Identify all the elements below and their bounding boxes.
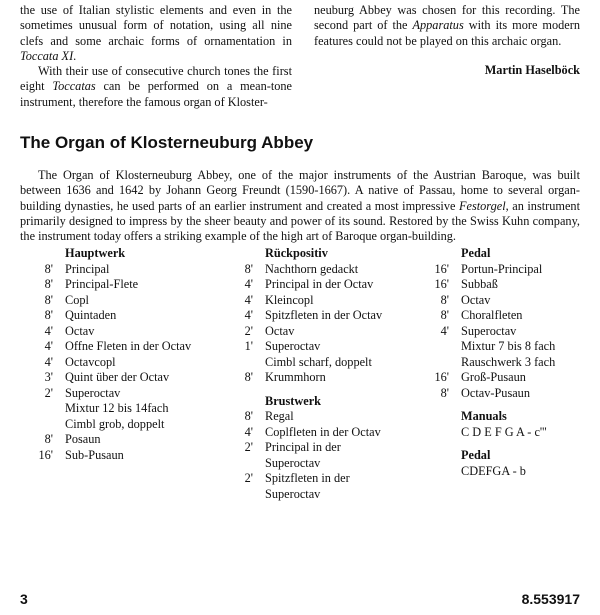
stop-name: Principal [65, 261, 110, 276]
stop-name: Posaun [65, 432, 101, 446]
stop-footage [236, 456, 265, 472]
stop-name: Octav-Pusaun [461, 385, 530, 400]
stop-name: Choralfleten [461, 308, 523, 322]
stop-name: Offne Fleten in der Octav [65, 339, 192, 353]
stop-name: Quintaden [65, 308, 117, 322]
stop-name: Mixtur 7 bis 8 fach [461, 339, 556, 353]
right-text-column [314, 3, 580, 78]
hauptwerk-stop-row [36, 262, 226, 278]
stop-footage: 8' [44, 308, 53, 322]
pedal-heading: Pedal [461, 246, 491, 260]
pedal-stop-row [432, 370, 592, 386]
manuals-range-row [432, 425, 592, 441]
pedal-heading-row [432, 246, 592, 262]
stop-footage [36, 417, 65, 433]
stop-footage: 8' [244, 409, 253, 423]
stop-footage: 16' [38, 447, 53, 462]
rueckpositiv-stop-row [236, 370, 426, 386]
hauptwerk-stop-row [36, 386, 226, 402]
rueckpositiv-stop-row [236, 262, 426, 278]
stop-name: Rauschwerk 3 fach [461, 354, 556, 369]
catalog-number: 8.553917 [521, 591, 580, 607]
hauptwerk-stop-row [36, 293, 226, 309]
stop-footage: 2' [244, 440, 253, 454]
rueckpositiv-stop-row [236, 293, 426, 309]
section-heading: The Organ of Klosterneuburg Abbey [20, 133, 314, 152]
stop-name: Quint über der Octav [65, 370, 170, 384]
hauptwerk-column [36, 246, 226, 463]
manuals-heading: Manuals [461, 409, 507, 423]
stop-footage: 4' [244, 424, 253, 439]
pedal-stop-row [432, 324, 592, 340]
brustwerk-heading: Brustwerk [265, 393, 322, 408]
organ-intro-paragraph: The Organ of Klosterneuburg Abbey, one of the major instruments of the Austrian Baroque, was built between 1636 and 1642 by Johann Georg Freundt (1590-1667). A native of Passau, home to several organ-building dynasties, he used parts of an earlier instrument and created a most impressive Festorgel, an instrument primarily designed to impress by the sheer beauty and power of its sound. Restored by the Swiss Kuhn company, the instrument today offers a striking example of the high art of Baroque organ-building. [20, 168, 580, 244]
hauptwerk-stop-row [36, 370, 226, 386]
stop-name: Principal-Flete [65, 277, 139, 291]
stop-name: Regal [265, 409, 294, 423]
stop-name: Octav [265, 323, 295, 338]
pedal-compass-heading-row [432, 448, 592, 464]
stop-name: Superoctav [265, 455, 321, 470]
stop-footage: 1' [244, 339, 253, 353]
stop-name: Spitzfleten in der Octav [265, 308, 383, 322]
pedal-column [432, 246, 592, 479]
brustwerk-stop-row [236, 425, 426, 441]
stop-footage: 8' [440, 292, 449, 307]
stop-footage: 8' [440, 385, 449, 400]
rueckpositiv-stop-row [236, 308, 426, 324]
pedal-compass-heading: Pedal [461, 448, 491, 462]
stop-footage [432, 339, 461, 355]
pedal-stop-row [432, 293, 592, 309]
hauptwerk-stop-row [36, 448, 226, 464]
hauptwerk-stop-row [36, 401, 226, 417]
stop-name: Superoctav [265, 339, 321, 353]
brustwerk-stop-row [236, 471, 426, 487]
hauptwerk-heading-row [36, 246, 226, 262]
stop-name: Superoctav [461, 323, 517, 338]
stop-footage: 4' [44, 323, 53, 338]
page-number: 3 [20, 591, 28, 607]
stop-footage: 2' [244, 471, 253, 485]
pedal-stop-row [432, 386, 592, 402]
stop-name: Copl [65, 292, 89, 307]
stop-footage: 4' [244, 277, 253, 291]
right-paragraph-1: neuburg Abbey was chosen for this recording. The second part of the Apparatus with its more modern features could not be played on this archaic organ. [314, 3, 580, 48]
rueckpositiv-stop-row [236, 324, 426, 340]
hauptwerk-stop-row [36, 355, 226, 371]
rueckpositiv-heading: Rückpositiv [265, 246, 328, 260]
pedal-stop-list [432, 262, 592, 402]
rueckpositiv-stop-row [236, 355, 426, 371]
rueckpositiv-column [236, 246, 426, 502]
brustwerk-stop-row [236, 409, 426, 425]
stop-footage: 4' [44, 354, 53, 369]
hauptwerk-stop-list [36, 262, 226, 464]
stop-name: Octavcopl [65, 354, 116, 369]
stop-footage: 8' [44, 292, 53, 307]
stop-footage: 4' [244, 292, 253, 307]
pedal-stop-row [432, 339, 592, 355]
left-paragraph-1: the use of Italian stylistic elements and even in the sometimes unusual form of notation, using all nine clefs and some archaic forms of ornamentation in Toccata XI. [20, 3, 292, 63]
stop-footage: 8' [44, 277, 53, 291]
hauptwerk-stop-row [36, 417, 226, 433]
rueckpositiv-stop-row [236, 339, 426, 355]
brustwerk-stop-row [236, 440, 426, 456]
stop-footage: 8' [44, 432, 53, 446]
stop-name: Octav [65, 323, 95, 338]
stop-name: Mixtur 12 bis 14fach [65, 401, 169, 415]
manuals-heading-row [432, 409, 592, 425]
stop-footage: 8' [244, 370, 253, 384]
hauptwerk-heading: Hauptwerk [65, 246, 126, 260]
hauptwerk-stop-row [36, 339, 226, 355]
hauptwerk-stop-row [36, 432, 226, 448]
pedal-range-row [432, 464, 592, 480]
stop-name: Groß-Pusaun [461, 370, 526, 384]
stop-name: Cimbl scharf, doppelt [265, 354, 372, 369]
hauptwerk-stop-row [36, 324, 226, 340]
stop-footage: 4' [440, 323, 449, 338]
brustwerk-stop-row [236, 487, 426, 503]
pedal-stop-row [432, 308, 592, 324]
brustwerk-stop-row [236, 456, 426, 472]
rueckpositiv-heading-row [236, 246, 426, 262]
pedal-range: CDEFGA - b [461, 463, 526, 478]
pedal-stop-row [432, 277, 592, 293]
stop-footage [36, 401, 65, 417]
stop-name: Superoctav [65, 385, 121, 400]
stop-name: Octav [461, 292, 491, 307]
rueckpositiv-stop-list [236, 262, 426, 386]
stop-footage: 16' [434, 370, 449, 384]
left-paragraph-2: With their use of consecutive church tones the first eight Toccatas can be performed on a mean-tone instrument, therefore the famous organ of Kloster- [20, 64, 292, 109]
pedal-stop-row [432, 262, 592, 278]
manuals-range: C D E F G A - c''' [461, 424, 547, 439]
stop-name: Portun-Principal [461, 261, 543, 276]
stop-name: Spitzfleten in der [265, 471, 350, 485]
stop-name: Cimbl grob, doppelt [65, 416, 165, 431]
stop-name: Superoctav [265, 486, 321, 501]
stop-footage: 8' [44, 261, 53, 276]
rueckpositiv-stop-row [236, 277, 426, 293]
stop-name: Principal in der Octav [265, 277, 374, 291]
stop-footage [236, 487, 265, 503]
hauptwerk-stop-row [36, 308, 226, 324]
stop-footage: 16' [434, 261, 449, 276]
stop-name: Nachthorn gedackt [265, 261, 359, 276]
stop-name: Kleincopl [265, 292, 314, 307]
brustwerk-stop-list [236, 409, 426, 502]
hauptwerk-stop-row [36, 277, 226, 293]
pedal-stop-row [432, 355, 592, 371]
stop-footage: 2' [44, 385, 53, 400]
stop-footage [432, 355, 461, 371]
brustwerk-heading-row [236, 394, 426, 410]
stop-footage [236, 355, 265, 371]
left-text-column [20, 3, 292, 110]
stop-name: Principal in der [265, 440, 341, 454]
stop-footage: 8' [440, 308, 449, 322]
stop-name: Krummhorn [265, 370, 326, 384]
stop-footage: 8' [244, 261, 253, 276]
stop-footage: 2' [244, 323, 253, 338]
stop-footage: 3' [44, 370, 53, 384]
stop-footage: 16' [434, 277, 449, 291]
stop-name: Coplfleten in der Octav [265, 424, 381, 439]
stop-footage: 4' [44, 339, 53, 353]
stop-name: Subbaß [461, 277, 498, 291]
author-name: Martin Haselböck [484, 62, 580, 77]
stop-name: Sub-Pusaun [65, 447, 124, 462]
stop-footage: 4' [244, 308, 253, 322]
